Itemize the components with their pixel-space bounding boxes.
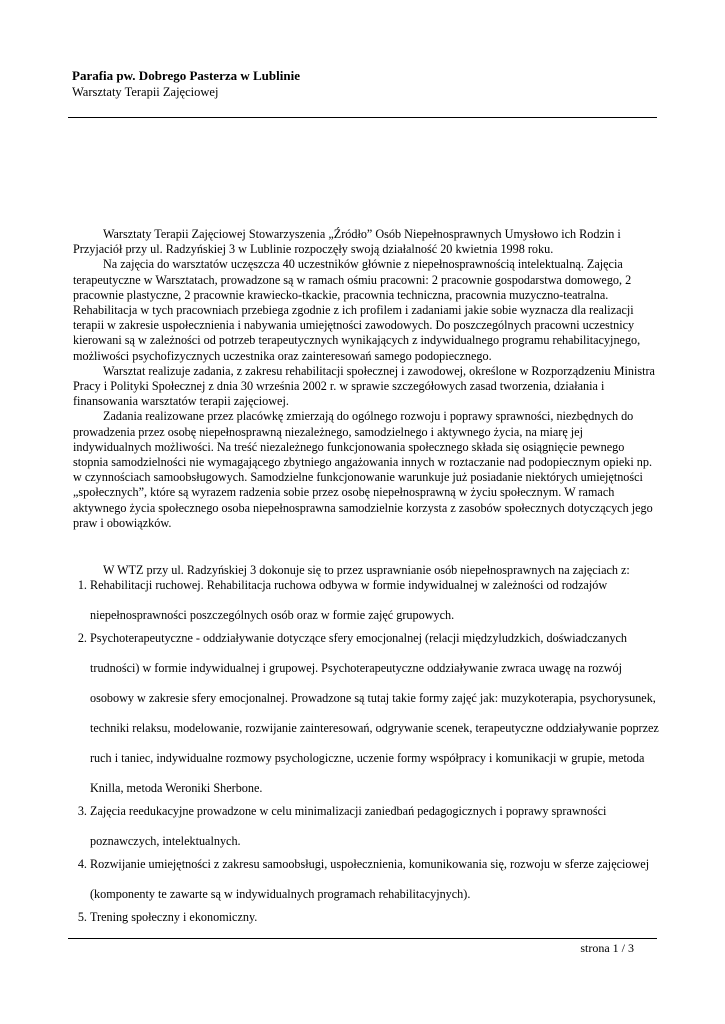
paragraph: Na zajęcia do warsztatów uczęszcza 40 uczestników głównie z niepełnosprawnością intelektualną. Zajęcia terapeutyczne w Warsztatach, prowadzone są w ramach ośmiu pracowni: 2 pracownie gospodarstwa domowego, 2 pracownie plastyczne, 2 pracownie krawiecko-tkackie, pracownia techniczna, pracownia muzyczno-teatralna. Rehabilitacja w tych pracowniach przebiega zgodnie z ich profilem i zadaniami jakie sobie wyznacza dla realizacji terapii w zakresie uspołecznienia i nabywania umiejętności zawodowych. Do poszczególnych pracowni uczestnicy kierowani są w zależności od potrzeb terapeutycznych wynikających z indywidualnego programu rehabilitacyjnego, możliwości psychofizycznych uczestnika oraz zainteresowań samego podopiecznego. (73, 257, 641, 363)
list-item: 2. Psychoterapeutyczne - oddziaływanie dotyczące sfery emocjonalnej (relacji międzyludzkich, doświadczanych trudności) w formie indywidualnej i grupowej. Psychoterapeutyczne oddziaływanie zwraca uwagę na rozwój osobowy w zakresie sfery emocjonalnej. Prowadzone są tutaj takie formy zajęć jak: muzykoterapia, psychorysunek, techniki relaksu, modelowanie, rozwijanie zainteresowań, odgrywanie scenek, terapeutyczne oddziaływanie poprzez ruch i taniec, indywidualne rozmowy psychologiczne, uczenie formy współpracy i komunikacji w grupie, metoda Knilla, metoda Weroniki Sherbone. (90, 623, 660, 803)
activities-section (73, 563, 660, 932)
paragraph: Warsztat realizuje zadania, z zakresu rehabilitacji społecznej i zawodowej, określone w Rozporządzeniu Ministra Pracy i Polityki Społecznej z dnia 30 września 2002 r. w sprawie szczegółowych zasad tworzenia, działania i finansowania warsztatów terapii zajęciowej. (73, 363, 655, 409)
paragraph: Zadania realizowane przez placówkę zmierzają do ogólnego rozwoju i poprawy sprawności, niezbędnych do prowadzenia przez osobę niepełnosprawną niezależnego, samodzielnego i aktywnego życia, na miarę jej indywidualnych możliwości. Na treść niezależnego funkcjonowania społecznego składa się osiągnięcie pewnego stopnia samodzielności nie wymagającego zbytniego angażowania innych w roztaczanie nad podopiecznym opieki np. w czynnościach samoobsługowych. Samodzielne funkcjonowanie warunkuje już posiadanie niektórych umiejętności „społecznych”, które są wyrazem radzenia sobie przez osobę niepełnosprawną w życiu społecznym. W ramach aktywnego życia społecznego osoba niepełnosprawna samodzielnie korzysta z zasobów społecznych dotyczących jego praw i obowiązków. (73, 409, 653, 530)
paragraph: Warsztaty Terapii Zajęciowej Stowarzyszenia „Źródło” Osób Niepełnosprawnych Umysłowo ich Rodzin i Przyjaciół przy ul. Radzyńskiej 3 w Lublinie rozpoczęły swoją działalność 20 kwietnia 1998 roku. (73, 227, 621, 257)
activities-list (73, 570, 660, 932)
organization-title: Parafia pw. Dobrego Pasterza w Lublinie (72, 68, 300, 83)
list-item: 1. Rehabilitacji ruchowej. Rehabilitacja ruchowa odbywa w formie indywidualnej w zależności od rodzajów niepełnosprawności poszczególnych osób oraz w formie zajęć grupowych. (90, 570, 660, 630)
list-item: 3. Zajęcia reedukacyjne prowadzone w celu minimalizacji zaniedbań pedagogicznych i poprawy sprawności poznawczych, intelektualnych. (90, 796, 660, 856)
header-divider (68, 117, 657, 118)
main-text (73, 227, 660, 531)
page-header (72, 68, 657, 100)
list-item: 5. Trening społeczny i ekonomiczny. (90, 902, 660, 932)
organization-subtitle: Warsztaty Terapii Zajęciowej (72, 85, 219, 99)
activities-intro: W WTZ przy ul. Radzyńskiej 3 dokonuje się to przez usprawnianie osób niepełnosprawnych na zajęciach z: (103, 563, 630, 577)
page-number: strona 1 / 3 (580, 941, 634, 955)
list-item: 4. Rozwijanie umiejętności z zakresu samoobsługi, uspołecznienia, komunikowania się, rozwoju w sferze zajęciowej (komponenty te zawarte są w indywidualnych programach rehabilitacyjnych). (90, 849, 660, 909)
footer-divider (68, 938, 657, 939)
